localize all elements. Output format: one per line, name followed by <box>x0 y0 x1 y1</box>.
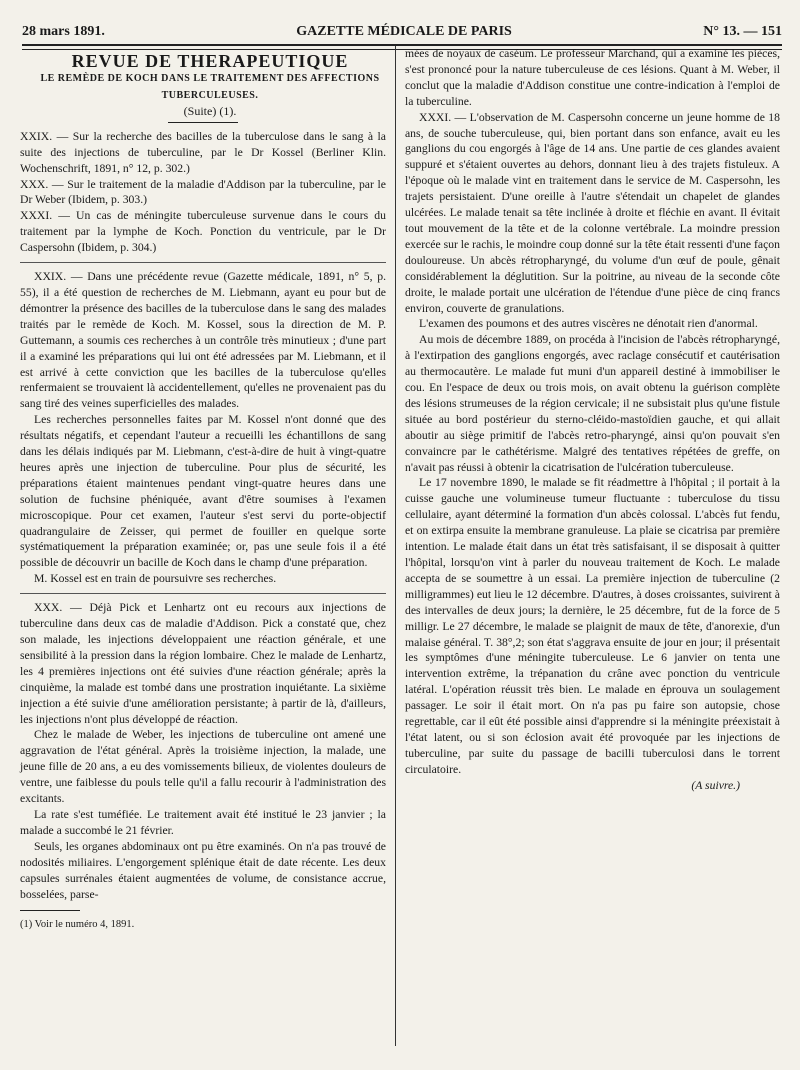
header-number: N° 13. — 151 <box>703 24 782 39</box>
article-subtitle-1: LE REMÈDE DE KOCH DANS LE TRAITEMENT DES AFFECTIONS <box>40 72 380 84</box>
right-column <box>405 46 780 794</box>
to-be-continued: (A suivre.) <box>691 778 740 792</box>
footnote: (1) Voir le numéro 4, 1891. <box>20 919 135 931</box>
page-header <box>22 8 782 46</box>
article-subtitle-2: TUBERCULEUSES. <box>161 89 259 101</box>
header-date: 28 mars 1891. <box>22 24 105 39</box>
paragraph: XXX. — Déjà Pick et Lenhartz ont eu recours aux injections de tuberculine dans deux cas de maladie d'Addison. Pick a constaté que, chez son malade, les injections développaient une réaction générale, et une sensibilité à la pression dans la région lombaire. Chez le malade de Lenhartz, les 4 premières injections ont été suivies d'une réaction générale; après la cinquième, la malade est tombé dans une prostration inquiétante. La sixième injection a été suivie d'une amélioration persistante; à partir de là, d'ailleurs, les injections n'ont plus développé de réaction. <box>20 601 386 726</box>
paragraph: XXIX. — Dans une précédente revue (Gazette médicale, 1891, n° 5, p. 55), il a été question de recherches de M. Liebmann, ayant eu pour but de démontrer la présence des bacilles de la tuberculose dans le sang des malades traités par le remède de Koch. M. Kossel, sous la direction de M. P. Guttemann, a soumis ces recherches à un contrôle très minutieux ; d'une part il a examiné les préparations qui lui ont été adressées par M. Liebmann, et il est arrivé à cette conviction que les bacilles de la tuberculose qu'elles renfermaient se trouvaient là accidentellement, qu'elles ne provenaient pas du sang tiré des veines superficielles des malades. <box>20 270 386 411</box>
reference-item: XXX. — Sur le traitement de la maladie d'Addison par la tuberculine, par le Dr Weber (Ibidem, p. 303.) <box>20 177 386 207</box>
paragraph: mées de noyaux de caséum. Le professeur Marchand, qui a examiné les pièces, s'est prononcé pour la nature tuberculeuse de ces lésions. Quant à M. Weber, il conclut que la maladie d'Addison constitue une contre-indication à l'emploi de la tuberculine. <box>405 47 780 108</box>
suite-note: (Suite) (1). <box>183 103 237 118</box>
reference-item: XXIX. — Sur la recherche des bacilles de la tuberculose dans le sang à la suite des injections de tuberculine, par le Dr Kossel (Berliner Klin. Wochenschrift, 1891, n° 12, p. 302.) <box>20 129 386 175</box>
column-divider <box>395 46 396 1046</box>
header-journal: GAZETTE MÉDICALE DE PARIS <box>296 24 512 39</box>
paragraph: L'examen des poumons et des autres viscères ne dénotait rien d'anormal. <box>419 317 758 331</box>
paragraph: XXXI. — L'observation de M. Caspersohn concerne un jeune homme de 18 ans, de souche tuberculeuse, qui, bien portant dans son enfance, avait eu les ganglions du cou engorgés à l'âge de 14 ans. Une partie de ces glandes avaient suppuré et s'étaient ouvertes au dehors, donnant lieu à des trajets fistuleux. A l'époque où le malade vint en traitement dans le service de M. Caspersohn, les trajets persistaient. D'une oreille à l'autre s'étendait un chapelet de glandes ulcérées. Le malade tenait sa tête inclinée à droite et fléchie en avant. Il évitait tout mouvement de la tête et de la colonne vertébrale. La moindre pression exercée sur le rachis, le moindre coup donné sur la tête était ressenti d'une façon douloureuse. Un abcès rétropharyngé, du volume d'un œuf de poule, gênait considérablement la déglutition. Sur la poitrine, au niveau de la seconde côte droite, le malade portait une ulcération de l'étendue d'une pièce de cinq francs environ, couverte de granulations. <box>405 110 780 315</box>
paragraph: Le 17 novembre 1890, le malade se fit réadmettre à l'hôpital ; il portait à la cuisse gauche une volumineuse tumeur fluctuante : tuberculose du tissu cellulaire, ayant déterminé la formation d'un abcès colossal. L'abcès fut fendu, et on extirpa ensuite la membrane granuleuse. La plaie se cicatrisa par première intention. Le malade était dans un état très satisfaisant, il se disposait à quitter l'hôpital, lorsqu'on vint à parler du nouveau traitement de Koch. Le malade accepta de se soumettre à un essai. La première injection de tuberculine (2 milligrammes) eut lieu le 12 décembre. D'autres, à doses croissantes, suivirent à des intervalles de deux jours; la dernière, le 25 décembre, fut de la force de 5 milligr. Le 27 décembre, le malade se plaignit de maux de tête, d'anorexie, d'un malaise général. T. 38°,2; son état s'aggrava ensuite de jour en jour; il présentait les symptômes d'une méningite tuberculeuse. Le 6 janvier on tenta une intervention extrême, la trépanation du crâne avec ponction du ventricule latéral. L'opération réussit très bien. Le malade en éprouva un soulagement passager. Le soir il était mort. On n'a pas pu faire son autopsie, chose regrettable, car il eût été possible ainsi d'apprendre si la méningite préexistait à l'état latent, ou si son éclosion avait été provoquée par les injections de tuberculine, par suite du passage de bacilli tuberculosi dans le torrent circulatoire. <box>405 476 780 776</box>
paragraph: M. Kossel est en train de poursuivre ses recherches. <box>34 572 277 586</box>
paragraph: Chez le malade de Weber, les injections de tuberculine ont amené une aggravation de l'état général. Après la troisième injection, la malade, une jeune fille de 20 ans, a eu des vomissements bilieux, de violentes douleurs de ventre, une faiblesse du pouls telle qu'il a fallu recourir à l'administration des excitants. <box>20 728 386 806</box>
paragraph: Les recherches personnelles faites par M. Kossel n'ont donné que des résultats négatifs, et cependant l'auteur a recueilli les échantillons de sang dans les délais indiqués par M. Liebmann, c'est-à-dire de huit à vingt-quatre heures après une injection de tuberculine. Pour plus de sécurité, les préparations étaient maintenues pendant vingt-quatre heures dans une solution de fuchsine phéniquée, avant d'être soumises à l'examen microscopique. Pour cet examen, l'auteur s'est servi du porte-objectif quadrangulaire de Zeisser, qui permet de fouiller en quelque sorte systématiquement la préparation examinée; or, pas une seule fois il a été possible de découvrir un bacille de Koch dans le champ d'une préparation. <box>20 413 386 570</box>
reference-list <box>20 129 386 256</box>
reference-item: XXXI. — Un cas de méningite tuberculeuse survenue dans le cours du traitement par la lymphe de Koch. Ponction du ventricule, par le Dr Caspersohn (Ibidem, p. 304.) <box>20 209 386 255</box>
section-title: REVUE DE THERAPEUTIQUE <box>71 51 349 71</box>
left-column <box>20 51 386 933</box>
paragraph: La rate s'est tuméfiée. Le traitement avait été institué le 23 janvier ; la malade a succombé le 21 février. <box>20 807 386 837</box>
paragraph: Seuls, les organes abdominaux ont pu être examinés. On n'a pas trouvé de nodosités miliaires. L'engorgement splénique était de date récente. Les deux capsules surrénales étaient augmentées de volume, de consistance accrue, bosselées, parse- <box>20 839 386 901</box>
paragraph: Au mois de décembre 1889, on procéda à l'incision de l'abcès rétropharyngé, à l'extirpation des ganglions engorgés, avec raclage consécutif et cautérisation au thermocautère. Le malade fut muni d'un appareil destiné à immobiliser le cou. En l'espace de deux ou trois mois, on avait obtenu la guérison complète des lésions strumeuses de la région cervicale; il ne subsistait plus qu'une fistule située au bord postérieur du sterno-cléido-mastoïdien gauche, et qui allait aboutir au siège primitif de l'abcès retro-pharyngé, ainsi qu'on pouvait s'en convaincre par le cathétérisme. Malgré des tentatives répétées de greffe, on n'avait pas réussi à obtenir la cicatrisation de l'ulcération tuberculeuse. <box>405 333 780 474</box>
